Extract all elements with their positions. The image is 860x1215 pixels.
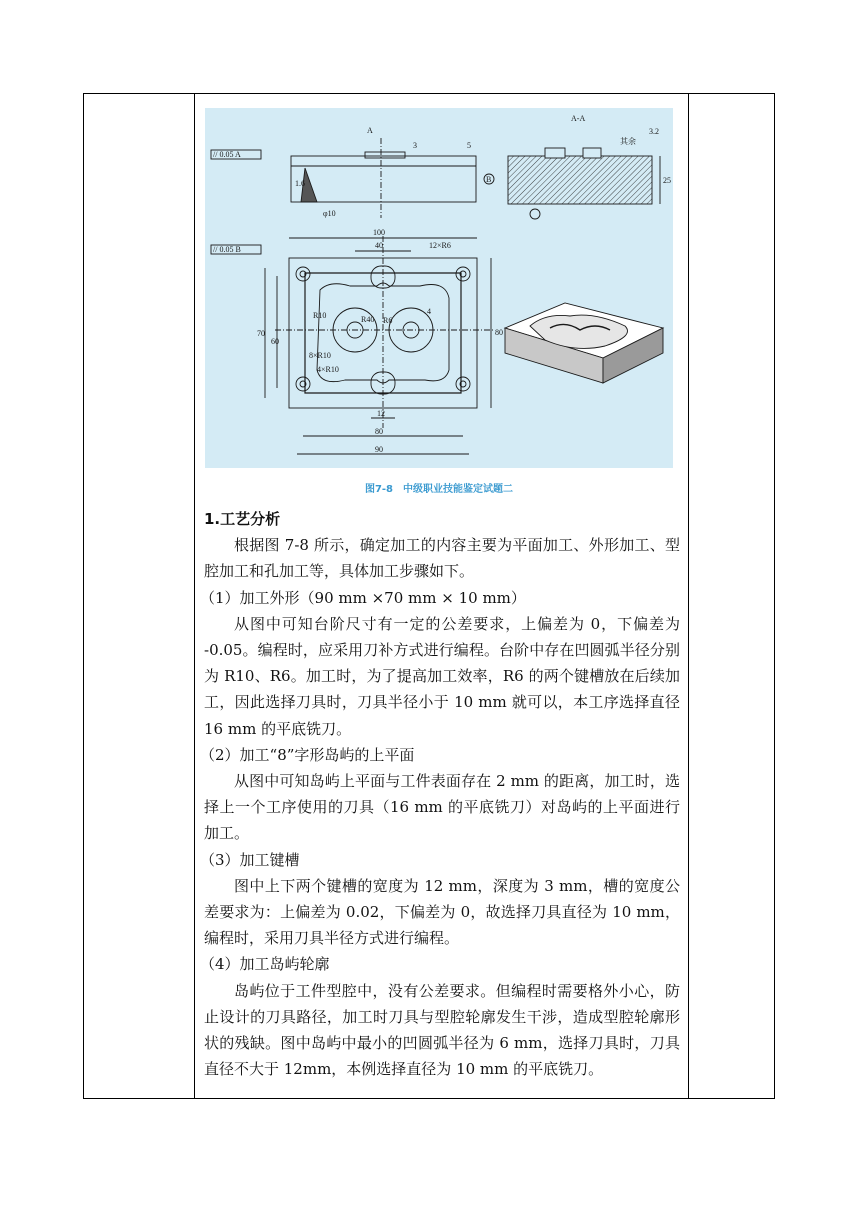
datum-b: B [486, 175, 492, 184]
dim-100: 100 [373, 228, 385, 237]
parallelism-tolerance-b: // 0.05 B [213, 245, 241, 254]
step2-paragraph: 从图中可知岛屿上平面与工件表面存在 2 mm 的距离，加工时，选择上一个工序使用的刀具（16 mm 的平底铣刀）对岛屿的上平面进行加工。 [204, 772, 680, 843]
intro-paragraph: 根据图 7-8 所示，确定加工的内容主要为平面加工、外形加工、型腔加工和孔加工等，具体加工步骤如下。 [204, 536, 680, 581]
content-body [200, 506, 680, 1082]
step4-title: （4）加工岛屿轮廓 [200, 955, 330, 974]
figure-caption: 图7-8 中级职业技能鉴定试题二 [364, 484, 514, 495]
dim-5: 5 [467, 141, 471, 150]
dim-60: 60 [271, 337, 279, 346]
dim-80-bottom: 80 [375, 427, 383, 436]
roughness-value: 3.2 [649, 127, 659, 136]
table-divider-left [194, 94, 195, 1098]
step4-paragraph: 岛屿位于工件型腔中，没有公差要求。但编程时需要格外小心，防止设计的刀具路径，加工时刀具与型腔轮廓发生干涉，造成型腔轮廓形状的残缺。图中岛屿中最小的凹圆弧半径为 6 mm，选择刀具时，刀具直径不大于 12mm，本例选择直径为 10 mm 的平底铣刀。 [204, 981, 680, 1079]
dim-25: 25 [663, 176, 671, 185]
parallelism-tolerance-a: // 0.05 A [213, 150, 241, 159]
dim-40: 40 [375, 241, 383, 250]
dim-3: 3 [413, 141, 417, 150]
step3-paragraph: 图中上下两个键槽的宽度为 12 mm，深度为 3 mm，槽的宽度公差要求为：上偏差为 0.02，下偏差为 0，故选择刀具直径为 10 mm，编程时，采用刀具半径方式进行编程。 [204, 876, 680, 948]
dim-phi10: φ10 [323, 209, 336, 218]
step3-title: （3）加工键槽 [200, 850, 300, 869]
step1-title: （1）加工外形（90 mm ×70 mm × 10 mm） [200, 588, 526, 607]
dim-R6: R6 [383, 316, 393, 325]
dim-4: 4 [427, 307, 431, 316]
section-heading: 1.工艺分析 [204, 510, 281, 528]
rest-roughness-label: 其余 [620, 137, 636, 146]
section-view-outline [508, 156, 652, 204]
engineering-drawing-figure [205, 108, 673, 468]
dim-4xR10: 4×R10 [317, 365, 339, 374]
section-label-aa: A-A [571, 114, 586, 123]
engineering-drawing [205, 108, 673, 468]
dim-1-6: 1.6 [295, 179, 305, 188]
table-divider-right [688, 94, 689, 1098]
dim-R40: R40 [361, 315, 375, 324]
dim-12: 12 [377, 409, 385, 418]
step1-paragraph: 从图中可知台阶尺寸有一定的公差要求，上偏差为 0，下偏差为 -0.05。编程时，应采用刀补方式进行编程。台阶中存在凹圆弧半径分别为 R10、R6。加工时，为了提高加工效率，R6 的两个键槽放在后续加工，因此选择刀具时，刀具半径小于 10 mm 就可以，本工序选择直径 16 mm 的平底铣刀。 [204, 614, 680, 738]
front-view-outline [291, 156, 476, 202]
dim-90: 90 [375, 445, 383, 454]
dim-80-right: 80 [495, 328, 503, 337]
dim-12xR6: 12×R6 [429, 241, 451, 250]
dim-8xR10: 8×R10 [309, 351, 331, 360]
step2-title: （2）加工“8”字形岛屿的上平面 [200, 745, 415, 764]
dim-70: 70 [257, 329, 265, 338]
dim-R10: R10 [313, 311, 327, 320]
section-mark-a: A [367, 126, 373, 135]
